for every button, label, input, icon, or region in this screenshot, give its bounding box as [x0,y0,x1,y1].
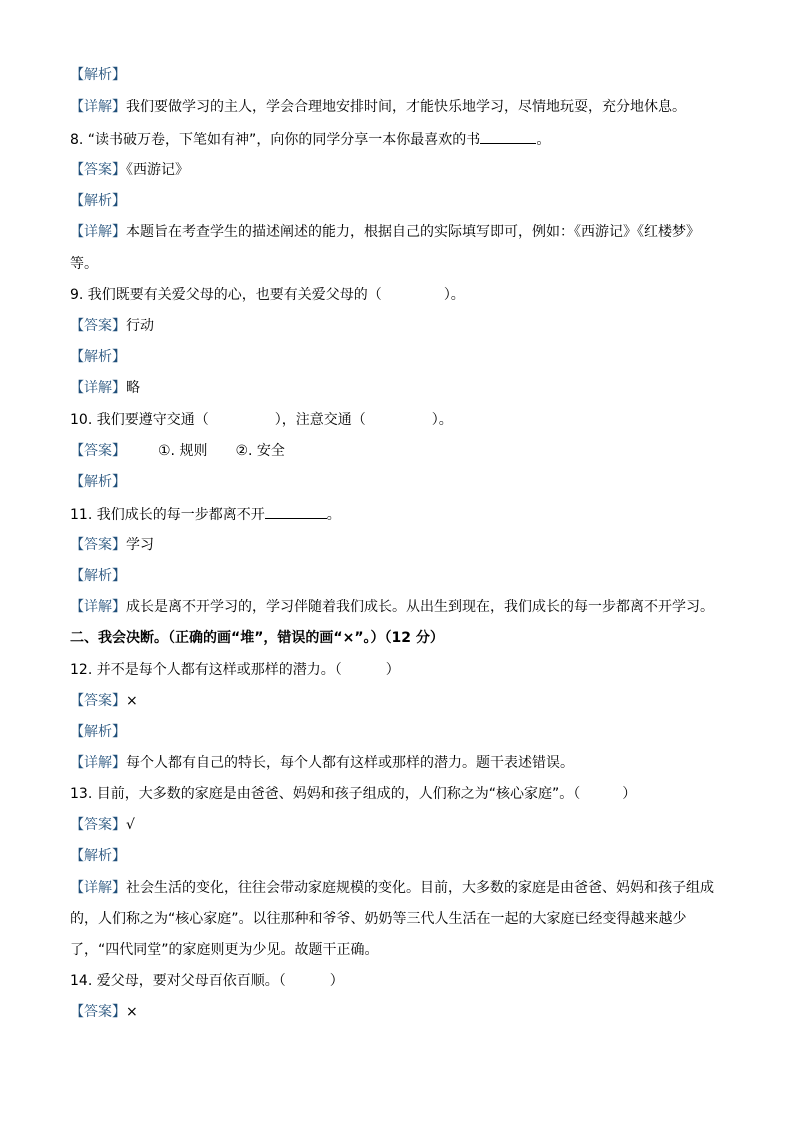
question-8 [70,129,730,150]
question-11-analysis [70,566,730,586]
question-13-analysis [70,846,730,866]
question-10-analysis [70,472,730,492]
tag-detail: 【详解】 [70,599,126,615]
question-12-answer [70,691,730,711]
question-13 [70,784,730,804]
tag-answer: 【答案】 [70,817,126,833]
answer-2: ②. 安全 [235,443,285,459]
question-14 [70,971,730,991]
question-10 [70,410,730,430]
question-10-mid: ），注意交通（ [274,412,366,428]
question-14-end: ） [329,973,344,989]
question-10-answer [70,441,730,461]
question-11-detail [70,597,730,617]
question-8-answer [70,160,730,180]
question-9-answer [70,316,730,336]
question-14-text: 14. 爱父母，要对父母百依百顺。（ [70,973,286,989]
tag-analysis: 【解析】 [70,568,126,584]
question-8-text: 8. “读书破万卷，下笔如有神”，向你的同学分享一本你最喜欢的书 [70,132,481,148]
question-13-detail [70,878,730,898]
detail-text: 的，人们称之为“核心家庭”。以往那种和爷爷、奶奶等三代人生活在一起的大家庭已经变得越来越少 [70,911,687,927]
tag-answer: 【答案】 [70,537,126,553]
question-14-answer [70,1002,730,1022]
question-9-detail [70,378,730,398]
tag-detail: 【详解】 [70,224,126,240]
question-13-end: ） [622,786,637,802]
question-10-end: ）。 [431,412,453,428]
question-8-detail [70,222,730,242]
detail-text: 每个人都有自己的特长，每个人都有这样或那样的潜力。题干表述错误。 [126,755,574,771]
question-11 [70,504,730,525]
answer-text: × [126,693,138,709]
detail-text: 社会生活的变化，往往会带动家庭规模的变化。目前，大多数的家庭是由爸爸、妈妈和孩子组成 [126,880,714,896]
tag-answer: 【答案】 [70,162,126,178]
question-8-analysis [70,191,730,211]
question-10-text: 10. 我们要遵守交通（ [70,412,209,428]
answer-text: × [126,1004,138,1020]
question-11-text: 11. 我们成长的每一步都离不开 [70,507,265,523]
tag-analysis: 【解析】 [70,193,126,209]
question-12-analysis [70,722,730,742]
detail-text: 我们要做学习的主人，学会合理地安排时间，才能快乐地学习，尽情地玩耍，充分地休息。 [126,99,686,115]
tag-analysis: 【解析】 [70,67,126,83]
question-9-analysis [70,347,730,367]
tag-analysis: 【解析】 [70,349,126,365]
section-heading: 二、我会决断。（正确的画“堆”，错误的画“×”。）（12 分） [70,630,444,646]
question-11-end: 。 [326,507,341,523]
tag-detail: 【详解】 [70,755,126,771]
question-9-text: 9. 我们既要有关爱父母的心，也要有关爱父母的（ [70,287,382,303]
question-9 [70,285,730,305]
tag-detail: 【详解】 [70,380,126,396]
question-8-end: 。 [536,132,551,148]
tag-answer: 【答案】 [70,693,126,709]
question-13-text: 13. 目前，大多数的家庭是由爸爸、妈妈和孩子组成的，人们称之为“核心家庭”。（ [70,786,581,802]
question-13-answer [70,815,730,835]
question-13-detail-line3 [70,940,730,960]
tag-answer: 【答案】 [70,318,126,334]
question-12 [70,660,730,680]
tag-analysis: 【解析】 [70,848,126,864]
detail-text: 了，“四代同堂”的家庭则更为少见。故题干正确。 [70,942,379,958]
detail-text: 本题旨在考查学生的描述阐述的能力，根据自己的实际填写即可，例如：《西游记》《红楼梦》 [126,224,700,240]
answer-1: ①. 规则 [158,443,208,459]
question-12-detail [70,753,730,773]
detail-text: 略 [126,380,140,396]
tag-answer: 【答案】 [70,443,126,459]
answer-text: 行动 [126,318,154,334]
analysis-label [70,65,730,85]
tag-detail: 【详解】 [70,880,126,896]
question-13-detail-line2 [70,909,730,929]
question-9-end: ）。 [443,287,465,303]
answer-text: 学习 [126,537,154,553]
question-8-detail-cont [70,254,730,274]
question-11-answer [70,535,730,555]
detail-line [70,97,730,117]
detail-text-cont: 等。 [70,256,98,272]
question-12-end: ） [385,662,400,678]
tag-detail: 【详解】 [70,99,126,115]
tag-answer: 【答案】 [70,1004,126,1020]
answer-text: 《西游记》 [126,162,189,178]
question-12-text: 12. 并不是每个人都有这样或那样的潜力。（ [70,662,342,678]
answer-text: √ [126,817,135,833]
tag-analysis: 【解析】 [70,474,126,490]
tag-analysis: 【解析】 [70,724,126,740]
answer-blank [265,504,327,519]
answer-blank [480,129,536,144]
detail-text: 成长是离不开学习的，学习伴随着我们成长。从出生到现在，我们成长的每一步都离不开学习。 [126,599,714,615]
